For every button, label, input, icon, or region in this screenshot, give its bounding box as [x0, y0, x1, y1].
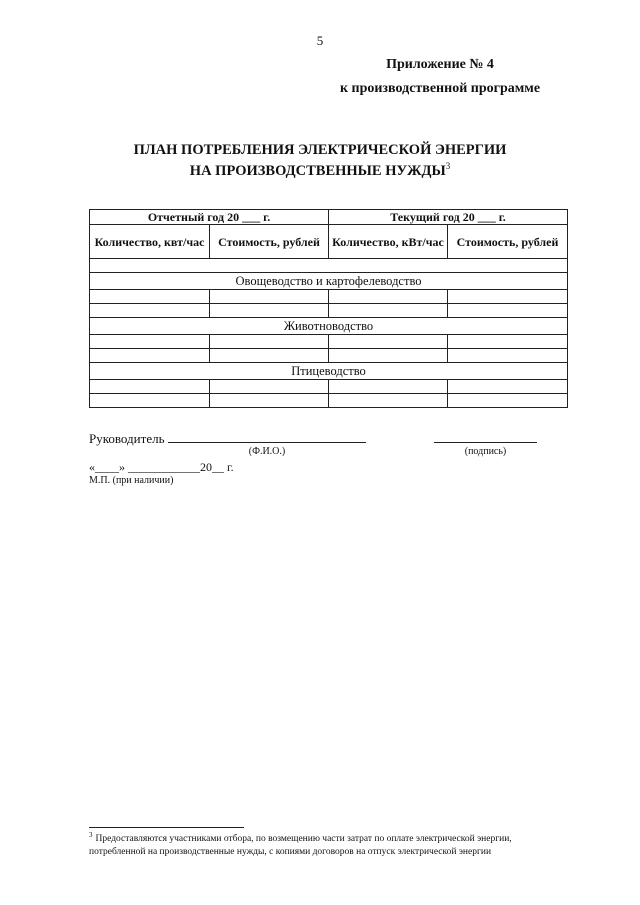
section-poultry: Птицеводство — [90, 363, 568, 380]
table-row — [90, 380, 568, 394]
table-cell — [90, 259, 568, 273]
current-year-header: Текущий год 20 ___ г. — [329, 210, 568, 225]
footnote — [89, 830, 569, 859]
signature-line — [434, 442, 537, 443]
table-period-row — [90, 210, 568, 225]
table-section-row — [90, 273, 568, 290]
footnote-text: Предоставляются участниками отбора, по возмещению части затрат по оплате электрической энергии, потребленной на производственные нужды, с копиями договоров на отпуск электрической энергии — [89, 834, 512, 857]
table-cell — [90, 394, 210, 408]
table-row — [90, 394, 568, 408]
table-cell — [329, 349, 448, 363]
annex-title: Приложение № 4 — [386, 57, 494, 72]
table-cell — [90, 335, 210, 349]
fio-caption: (Ф.И.О.) — [248, 446, 286, 457]
table-cell — [90, 380, 210, 394]
document-title-line-2 — [0, 161, 640, 182]
table-section-row — [90, 318, 568, 335]
head-label: Руководитель — [89, 431, 165, 446]
table-row — [90, 335, 568, 349]
page-number: 5 — [316, 33, 324, 48]
table-cell — [210, 349, 329, 363]
document-title-line-2-text: НА ПРОИЗВОДСТВЕННЫЕ НУЖДЫ — [189, 163, 446, 179]
table-row — [90, 349, 568, 363]
consumption-plan-table — [89, 209, 568, 408]
table-cell — [210, 380, 329, 394]
table-cell — [210, 335, 329, 349]
document-title-footnote-mark: 3 — [445, 161, 451, 172]
table-cell — [90, 304, 210, 318]
fio-line — [168, 442, 366, 443]
table-cell — [329, 335, 448, 349]
table-cell — [448, 304, 568, 318]
table-cell — [448, 290, 568, 304]
date-line: «____» ____________20__ г. — [89, 460, 234, 474]
signature-caption: (подпись) — [464, 446, 507, 457]
table-row — [90, 304, 568, 318]
table-cell — [329, 394, 448, 408]
table-cell — [329, 380, 448, 394]
table-cell — [90, 290, 210, 304]
section-vegetable-growing: Овощеводство и картофелеводство — [90, 273, 568, 290]
footnote-divider — [89, 827, 244, 828]
table-cell — [210, 290, 329, 304]
section-livestock: Животноводство — [90, 318, 568, 335]
table-cell — [448, 380, 568, 394]
table-row — [90, 290, 568, 304]
table-cell — [448, 335, 568, 349]
table-column-header-row — [90, 225, 568, 259]
table-cell — [329, 290, 448, 304]
annex-subtitle: к производственной программе — [339, 81, 541, 96]
table-cell — [90, 349, 210, 363]
column-header-cost-reporting: Стоимость, рублей — [210, 225, 329, 259]
table-section-row — [90, 363, 568, 380]
reporting-year-header: Отчетный год 20 ___ г. — [90, 210, 329, 225]
table-cell — [448, 349, 568, 363]
footnote-mark: 3 — [89, 830, 93, 839]
table-cell — [210, 304, 329, 318]
column-header-cost-current: Стоимость, рублей — [448, 225, 568, 259]
document-title-line-1: ПЛАН ПОТРЕБЛЕНИЯ ЭЛЕКТРИЧЕСКОЙ ЭНЕРГИИ — [133, 142, 507, 158]
table-cell — [448, 394, 568, 408]
seal-note: М.П. (при наличии) — [89, 475, 174, 486]
table-row — [90, 259, 568, 273]
table-cell — [210, 394, 329, 408]
document-title — [0, 140, 640, 182]
table-cell — [329, 304, 448, 318]
column-header-quantity-current: Количество, кВт/час — [329, 225, 448, 259]
column-header-quantity-reporting: Количество, квт/час — [90, 225, 210, 259]
